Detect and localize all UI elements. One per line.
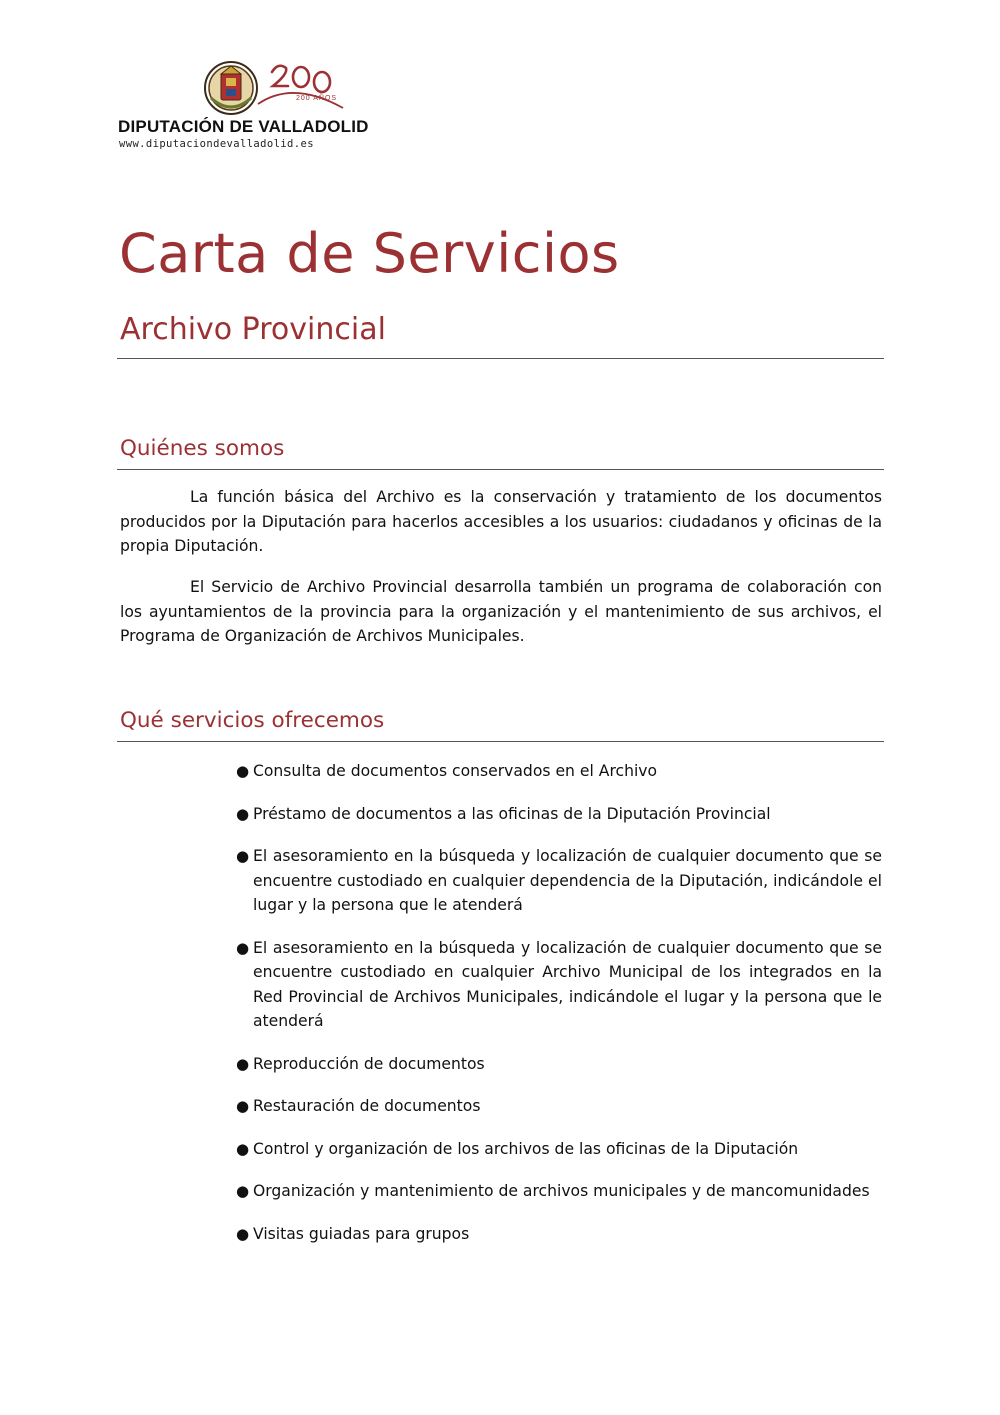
title-divider [117, 358, 884, 359]
page-title: Carta de Servicios [119, 222, 620, 285]
bullet-icon: ● [236, 1139, 250, 1158]
list-item [236, 936, 882, 1034]
paragraph: La función básica del Archivo es la conservación y tratamiento de los documentos producidos por la Diputación para hacerlos accesibles a los usuarios: ciudadanos y oficinas de la propia Diputación. [120, 488, 882, 555]
organization-website[interactable]: www.diputaciondevalladolid.es [119, 138, 314, 150]
bullet-icon: ● [236, 1182, 250, 1200]
service-text: Reproducción de documentos [253, 1054, 485, 1073]
service-text: El asesoramiento en la búsqueda y localización de cualquier documento que se encuentre custodiado en cualquier Archivo Municipal de los integrados en la Red Provincial de Archivos Municipales, indicándole el lugar y la persona que le atenderá [253, 938, 882, 1030]
list-item [236, 1222, 882, 1247]
list-item [236, 1052, 882, 1077]
list-item [236, 1179, 882, 1204]
anniversary-badge: 200 AÑOS [296, 95, 338, 102]
bullet-icon: ● [236, 804, 250, 823]
bullet-icon: ● [236, 1097, 250, 1115]
section-divider [117, 469, 884, 470]
services-list [236, 759, 882, 1264]
bullet-icon: ● [236, 938, 250, 957]
page-subtitle: Archivo Provincial [120, 312, 386, 347]
service-text: El asesoramiento en la búsqueda y localización de cualquier documento que se encuentre custodiado en cualquier dependencia de la Diputación, indicándole el lugar y la persona que le atenderá [253, 847, 882, 914]
service-text: Préstamo de documentos a las oficinas de la Diputación Provincial [253, 804, 771, 823]
organization-logo [118, 58, 369, 158]
section-divider [117, 741, 884, 742]
bullet-icon: ● [236, 847, 250, 865]
section-heading-quienes-somos: Quiénes somos [120, 436, 285, 461]
list-item [236, 1137, 882, 1162]
section-heading-servicios: Qué servicios ofrecemos [120, 708, 385, 733]
list-item [236, 759, 882, 784]
service-text: Restauración de documentos [253, 1097, 481, 1115]
list-item [236, 844, 882, 918]
service-text: Control y organización de los archivos de las oficinas de la Diputación [253, 1139, 799, 1158]
service-text: Visitas guiadas para grupos [253, 1224, 470, 1243]
service-text: Organización y mantenimiento de archivos municipales y de mancomunidades [253, 1182, 870, 1200]
list-item [236, 1094, 882, 1119]
service-text: Consulta de documentos conservados en el Archivo [253, 762, 658, 780]
bullet-icon: ● [236, 1224, 250, 1243]
bullet-icon: ● [236, 762, 250, 780]
coat-of-arms-icon [118, 58, 358, 118]
list-item [236, 802, 882, 827]
organization-name: DIPUTACIÓN DE VALLADOLID [118, 117, 369, 136]
bullet-icon: ● [236, 1054, 250, 1073]
paragraph: El Servicio de Archivo Provincial desarrolla también un programa de colaboración con los ayuntamientos de la provincia para la organización y el mantenimiento de sus archivos, el Programa de Organización de Archivos Municipales. [120, 578, 882, 645]
